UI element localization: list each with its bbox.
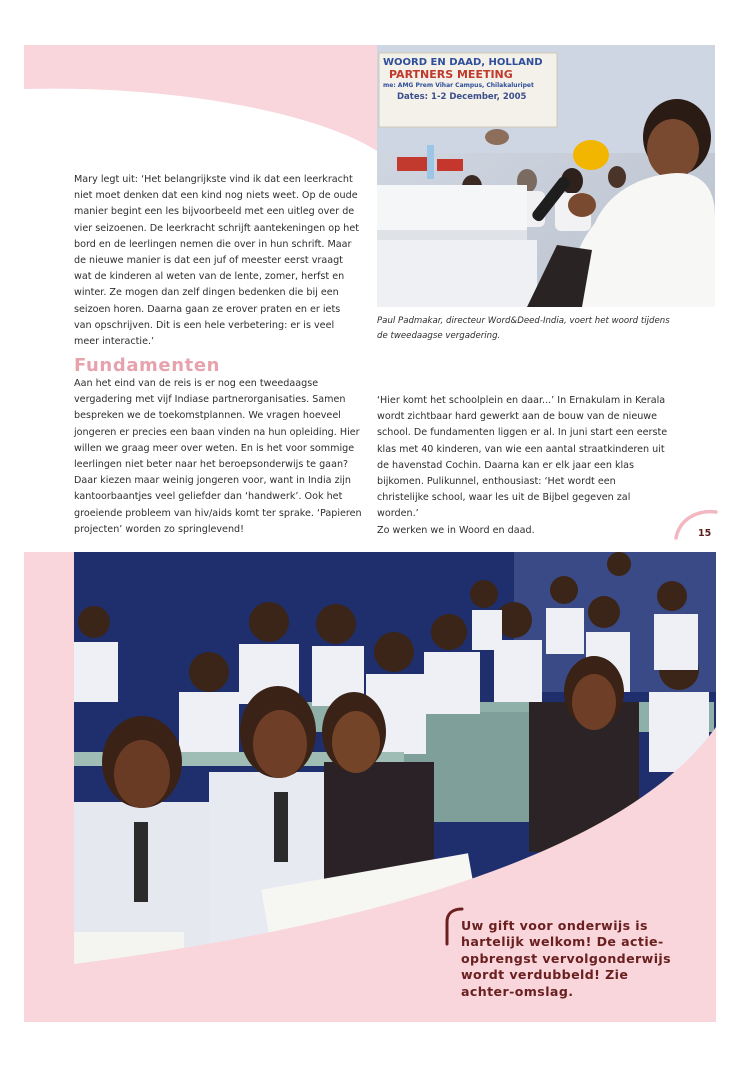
page-number: 15: [698, 528, 712, 539]
banner-line-2: PARTNERS MEETING: [389, 68, 513, 81]
closing-line: Zo werken we in Woord en daad.: [377, 524, 535, 536]
meeting-photo: [377, 45, 715, 307]
intro-paragraph: Mary legt uit: ‘Het belangrijkste vind ik dat een leerkracht niet moet denken dat een kind nog niets weet. Op de oude manier begint een les bijvoorbeeld met een uitleg over de vier seizoenen. De leerkracht schrijft aantekeningen op het bord en de leerlingen nemen die over in hun schrift. Maar de nieuwe manier is dat een juf of meester eerst vraagt wat de kinderen al weten van de lente, zomer, herfst en winter. Ze mogen dan zelf dingen bedenken die bij een seizoen horen. Daarna gaan ze erover praten en er iets van opschrijven. Dit is een hele verbetering: er is veel meer interactie.’: [74, 174, 360, 348]
right-column: [377, 393, 669, 539]
right-paragraph: ‘Hier komt het schoolplein en daar...’ In Ernakulam in Kerala wordt zichtbaar hard gewerkt aan de bouw van de nieuwe school. De fundamenten liggen er al. In juni start een eerste klas met 40 kinderen, van wie een aantal straatkinderen uit de havenstad Cochin. Daarna kan er elk jaar een klas bijkomen. Pulikunnel, enthousiast: ‘Het wordt een christelijke school, waar les uit de Bijbel gegeven zal worden.’: [377, 395, 668, 520]
photo-caption: Paul Padmakar, directeur Word&Deed-India, voert het woord tijdens de tweedaagse vergadering.: [377, 316, 670, 341]
banner-line-1: WOORD EN DAAD, HOLLAND: [383, 57, 543, 68]
donation-callout: Uw gift voor onderwijs is hartelijk welkom! De actie-opbrengst vervolgonderwijs wordt verdubbeld! Zie achter-omslag.: [461, 918, 672, 999]
banner-line-4: Dates: 1-2 December, 2005: [397, 92, 527, 102]
left-paragraph: Aan het eind van de reis is er nog een tweedaagse vergadering met vijf Indiase partnerorganisaties. Samen bespreken we de toekomstplannen. We vragen hoeveel jongeren er precies een baan vinden na hun opleiding. Hier willen we graag meer over weten. En is het voor sommige leerlingen niet beter naar het beroepsonderwijs te gaan? Daar kiezen maar weinig jongeren voor, want in India zijn kantoorbaantjes veel geliefder dan ‘handwerk’. Ook het groeiende probleem van hiv/aids komt ter sprake. ‘Papieren projecten’ worden zo springlevend!: [74, 378, 362, 535]
bottom-pink-curve: [74, 552, 716, 970]
section-heading: Fundamenten: [74, 355, 221, 376]
banner-line-3: me: AMG Prem Vihar Campus, Chilakaluripet: [383, 82, 534, 89]
top-pink-band: [24, 45, 380, 155]
